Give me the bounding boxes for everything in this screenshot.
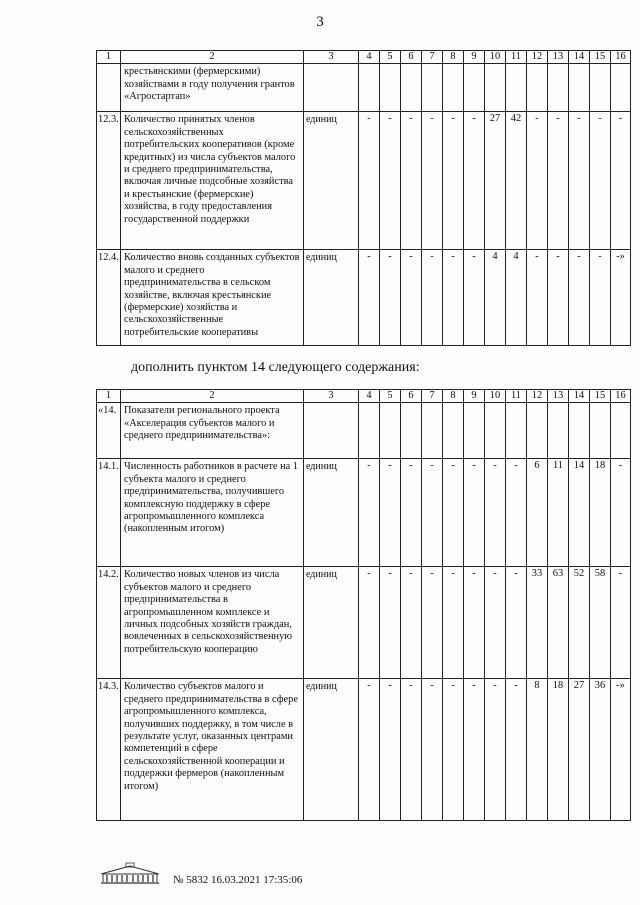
value-cell	[548, 64, 569, 112]
table-row	[97, 679, 631, 821]
value-cell: -	[401, 250, 422, 346]
value-cell	[422, 64, 443, 112]
column-header: 11	[506, 390, 527, 403]
row-number: 12.4.	[97, 250, 121, 346]
column-header: 8	[443, 51, 464, 64]
value-cell: 14	[569, 459, 590, 567]
value-cell: -	[359, 679, 380, 821]
column-header: 12	[527, 390, 548, 403]
value-cell: -	[548, 112, 569, 250]
value-cell: -	[422, 679, 443, 821]
value-cell	[359, 403, 380, 459]
column-header: 1	[97, 51, 121, 64]
value-cell: -	[569, 112, 590, 250]
value-cell	[443, 403, 464, 459]
unit-cell	[304, 403, 359, 459]
value-cell: -	[506, 459, 527, 567]
value-cell	[611, 64, 631, 112]
indicators-table-continued	[96, 50, 631, 346]
value-cell: -	[380, 112, 401, 250]
value-cell: -	[443, 250, 464, 346]
column-header: 11	[506, 51, 527, 64]
column-header: 8	[443, 390, 464, 403]
value-cell	[443, 64, 464, 112]
column-header: 7	[422, 390, 443, 403]
value-cell: 33	[527, 567, 548, 679]
unit-cell: единиц	[304, 459, 359, 567]
value-cell	[569, 403, 590, 459]
value-cell	[485, 403, 506, 459]
value-cell	[527, 403, 548, 459]
value-cell: 6	[527, 459, 548, 567]
value-cell	[590, 403, 611, 459]
value-cell: 18	[548, 679, 569, 821]
value-cell	[401, 403, 422, 459]
unit-cell: единиц	[304, 679, 359, 821]
indicator-name: крестьянскими (фермерскими) хозяйствами в году получения грантов «Агростартап»	[121, 64, 304, 112]
column-header: 13	[548, 51, 569, 64]
value-cell: 8	[527, 679, 548, 821]
value-cell: -	[611, 112, 631, 250]
value-cell	[569, 64, 590, 112]
column-header: 12	[527, 51, 548, 64]
value-cell: -	[527, 250, 548, 346]
value-cell	[611, 403, 631, 459]
indicator-name: Количество субъектов малого и среднего предпринимательства в сфере агропромышленного комплекса, получивших поддержку, в том числе в результате услуг, оказанных центрами компетенций в сфере сельскохозяйственной кооперации и поддержки фермеров (накопленным итогом)	[121, 679, 304, 821]
value-cell	[380, 403, 401, 459]
indicator-name: Количество вновь созданных субъектов малого и среднего предпринимательства в сельском хозяйстве, включая крестьянские (фермерские) хозяйства и сельскохозяйственные потребительские кооперативы	[121, 250, 304, 346]
building-stamp-icon	[99, 862, 161, 884]
table-row	[97, 459, 631, 567]
row-number: 14.3.	[97, 679, 121, 821]
value-cell: -	[569, 250, 590, 346]
value-cell: 36	[590, 679, 611, 821]
column-header: 10	[485, 390, 506, 403]
value-cell	[464, 64, 485, 112]
value-cell: 27	[485, 112, 506, 250]
value-cell: 63	[548, 567, 569, 679]
column-header: 9	[464, 390, 485, 403]
value-cell: -	[443, 679, 464, 821]
column-header: 15	[590, 51, 611, 64]
value-cell: -	[548, 250, 569, 346]
value-cell: -	[464, 112, 485, 250]
table-row	[97, 64, 631, 112]
table-header-row	[97, 390, 631, 403]
value-cell: -	[401, 459, 422, 567]
indicators-table-item-14	[96, 389, 631, 821]
value-cell: -	[506, 679, 527, 821]
value-cell: -	[443, 459, 464, 567]
indicator-name: Количество новых членов из числа субъектов малого и среднего предпринимательства в агропромышленном комплексе и личных подсобных хозяйств граждан, вовлеченных в сельскохозяйственную потребительскую кооперацию	[121, 567, 304, 679]
column-header: 16	[611, 390, 631, 403]
column-header: 4	[359, 51, 380, 64]
value-cell: -	[443, 567, 464, 679]
value-cell: 4	[506, 250, 527, 346]
column-header: 2	[121, 51, 304, 64]
value-cell: 58	[590, 567, 611, 679]
value-cell: 52	[569, 567, 590, 679]
unit-cell: единиц	[304, 112, 359, 250]
column-header: 1	[97, 390, 121, 403]
value-cell: -	[611, 459, 631, 567]
value-cell: -»	[611, 250, 631, 346]
column-header: 2	[121, 390, 304, 403]
table-header-row	[97, 51, 631, 64]
value-cell: -	[359, 112, 380, 250]
column-header: 10	[485, 51, 506, 64]
column-header: 14	[569, 390, 590, 403]
value-cell: -»	[611, 679, 631, 821]
column-header: 5	[380, 390, 401, 403]
indicator-name: Количество принятых членов сельскохозяйственных потребительских кооперативов (кроме кредитных) из числа субъектов малого и среднего предпринимательства, включая личные подсобные хозяйства и крестьянские (фермерские) хозяйства, в году предоставления государственной поддержки	[121, 112, 304, 250]
value-cell	[380, 64, 401, 112]
column-header: 16	[611, 51, 631, 64]
column-header: 3	[304, 390, 359, 403]
table-row	[97, 250, 631, 346]
value-cell: -	[485, 459, 506, 567]
row-number: 14.1.	[97, 459, 121, 567]
value-cell	[548, 403, 569, 459]
value-cell: -	[590, 250, 611, 346]
value-cell: -	[506, 567, 527, 679]
value-cell: -	[380, 679, 401, 821]
column-header: 13	[548, 390, 569, 403]
value-cell: -	[401, 112, 422, 250]
value-cell: -	[380, 567, 401, 679]
table-row	[97, 567, 631, 679]
value-cell: 11	[548, 459, 569, 567]
unit-cell	[304, 64, 359, 112]
value-cell	[401, 64, 422, 112]
value-cell	[464, 403, 485, 459]
value-cell: -	[464, 459, 485, 567]
table-row	[97, 403, 631, 459]
column-header: 4	[359, 390, 380, 403]
row-number: 12.3.	[97, 112, 121, 250]
value-cell: -	[401, 567, 422, 679]
column-header: 14	[569, 51, 590, 64]
column-header: 6	[401, 51, 422, 64]
page-number: 3	[316, 14, 324, 30]
value-cell: 42	[506, 112, 527, 250]
row-number: 14.2.	[97, 567, 121, 679]
value-cell: -	[359, 567, 380, 679]
value-cell: -	[422, 567, 443, 679]
value-cell: -	[464, 250, 485, 346]
value-cell	[422, 403, 443, 459]
indicator-name: Показатели регионального проекта «Акселерация субъектов малого и среднего предпринимательства»:	[121, 403, 304, 459]
value-cell: -	[359, 459, 380, 567]
value-cell	[506, 403, 527, 459]
row-number: «14.	[97, 403, 121, 459]
column-header: 6	[401, 390, 422, 403]
amendment-sentence: дополнить пунктом 14 следующего содержания:	[131, 360, 420, 375]
table-row	[97, 112, 631, 250]
column-header: 5	[380, 51, 401, 64]
value-cell: -	[485, 567, 506, 679]
column-header: 9	[464, 51, 485, 64]
row-number	[97, 64, 121, 112]
column-header: 15	[590, 390, 611, 403]
value-cell: -	[527, 112, 548, 250]
column-header: 7	[422, 51, 443, 64]
value-cell: -	[422, 459, 443, 567]
value-cell	[527, 64, 548, 112]
value-cell: -	[359, 250, 380, 346]
value-cell	[590, 64, 611, 112]
indicator-name: Численность работников в расчете на 1 субъекта малого и среднего предпринимательства, получившего комплексную поддержку в сфере агропромышленного комплекса (накопленным итогом)	[121, 459, 304, 567]
value-cell: 27	[569, 679, 590, 821]
value-cell: -	[422, 112, 443, 250]
value-cell: -	[485, 679, 506, 821]
unit-cell: единиц	[304, 567, 359, 679]
document-registration-number: № 5832 16.03.2021 17:35:06	[173, 874, 303, 886]
value-cell: 4	[485, 250, 506, 346]
value-cell	[485, 64, 506, 112]
value-cell: -	[422, 250, 443, 346]
value-cell: -	[443, 112, 464, 250]
value-cell	[506, 64, 527, 112]
value-cell: -	[464, 679, 485, 821]
value-cell: -	[401, 679, 422, 821]
value-cell: -	[590, 112, 611, 250]
value-cell	[359, 64, 380, 112]
value-cell: -	[611, 567, 631, 679]
unit-cell: единиц	[304, 250, 359, 346]
value-cell: 18	[590, 459, 611, 567]
value-cell: -	[464, 567, 485, 679]
value-cell: -	[380, 250, 401, 346]
value-cell: -	[380, 459, 401, 567]
column-header: 3	[304, 51, 359, 64]
